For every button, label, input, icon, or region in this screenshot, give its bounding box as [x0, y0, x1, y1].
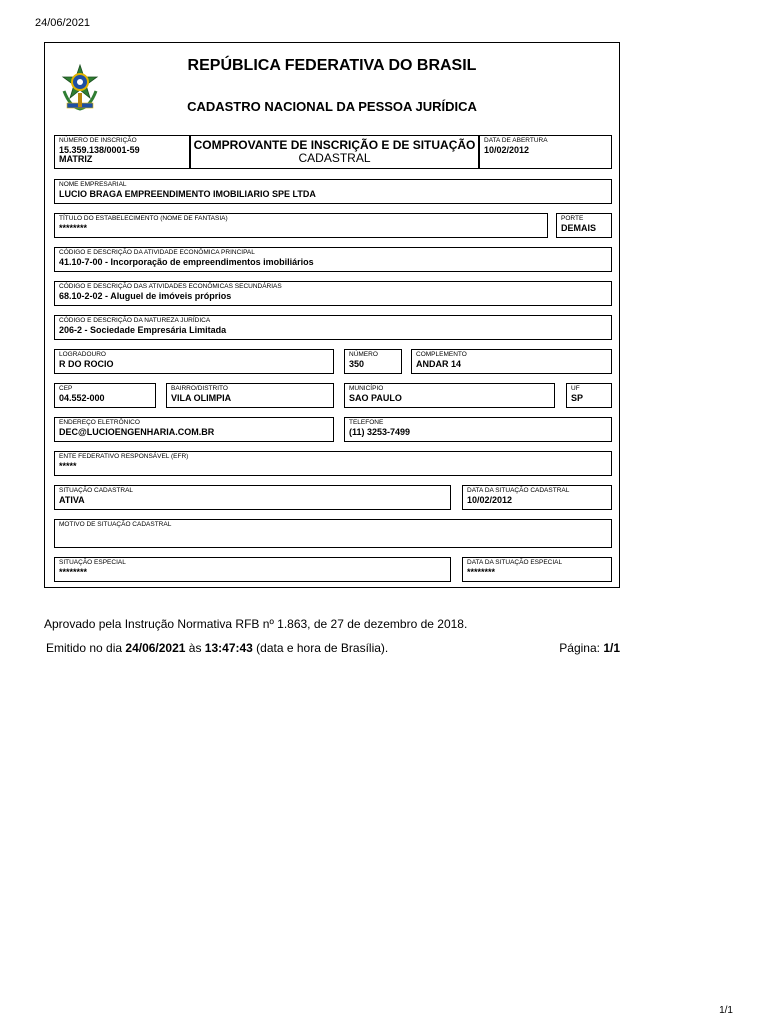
motivo-situacao-field [54, 519, 612, 548]
field-label: TELEFONE [349, 419, 384, 426]
field-value: 15.359.138/0001-59 [59, 145, 140, 155]
atividades-secundarias-field [54, 281, 612, 306]
field-label: TÍTULO DO ESTABELECIMENTO (NOME DE FANTASIA) [59, 215, 228, 222]
page-title: REPÚBLICA FEDERATIVA DO BRASIL [187, 57, 477, 74]
page-label: Página: [559, 641, 604, 655]
field-label: COMPLEMENTO [416, 351, 467, 358]
comprovante-line1: COMPROVANTE DE INSCRIÇÃO E DE SITUAÇÃO [193, 138, 476, 152]
field-value: 10/02/2012 [484, 145, 530, 155]
field-value: (11) 3253-7499 [349, 427, 411, 437]
numero-inscricao-field [54, 135, 190, 169]
field-value: ATIVA [59, 495, 85, 505]
municipio-field [344, 383, 555, 408]
comprovante-heading-box [190, 135, 479, 169]
page-value: 1/1 [603, 641, 620, 655]
efr-field [54, 451, 612, 476]
field-label: CÓDIGO E DESCRIÇÃO DA ATIVIDADE ECONÔMICA PRINCIPAL [59, 249, 255, 256]
field-label: SITUAÇÃO CADASTRAL [59, 487, 134, 494]
field-value: 206-2 - Sociedade Empresária Limitada [59, 325, 227, 335]
situacao-especial-field [54, 557, 451, 582]
field-label: DATA DA SITUAÇÃO CADASTRAL [467, 487, 570, 494]
field-value: 04.552-000 [59, 393, 105, 403]
field-value: ******** [59, 567, 88, 577]
field-value: ***** [59, 461, 77, 471]
field-label: ENDEREÇO ELETRÔNICO [59, 419, 140, 426]
field-label: NÚMERO [349, 351, 378, 358]
emission-mid: às [185, 641, 205, 655]
field-label: UF [571, 385, 580, 392]
field-value: 350 [349, 359, 365, 369]
field-label: CÓDIGO E DESCRIÇÃO DAS ATIVIDADES ECONÔMICAS SECUNDÁRIAS [59, 283, 282, 290]
porte-field [556, 213, 612, 238]
data-abertura-field [479, 135, 612, 169]
atividade-principal-field [54, 247, 612, 272]
emission-time: 13:47:43 [204, 641, 253, 655]
cep-field [54, 383, 156, 408]
field-label: DATA DE ABERTURA [484, 137, 548, 144]
numero-field [344, 349, 402, 374]
field-value: DEC@LUCIOENGENHARIA.COM.BR [59, 427, 215, 437]
field-label: MOTIVO DE SITUAÇÃO CADASTRAL [59, 521, 172, 528]
field-value: 68.10-2-02 - Aluguel de imóveis próprios [59, 291, 232, 301]
comprovante-heading [191, 139, 478, 165]
telefone-field [344, 417, 612, 442]
data-situacao-especial-field [462, 557, 612, 582]
field-label: BAIRRO/DISTRITO [171, 385, 228, 392]
field-label: NÚMERO DE INSCRIÇÃO [59, 137, 137, 144]
natureza-juridica-field [54, 315, 612, 340]
field-value: ******** [467, 567, 496, 577]
uf-field [566, 383, 612, 408]
field-label: ENTE FEDERATIVO RESPONSÁVEL (EFR) [59, 453, 189, 460]
field-value: VILA OLIMPIA [171, 393, 232, 403]
situacao-cadastral-field [54, 485, 451, 510]
field-label: PORTE [561, 215, 584, 222]
nome-empresarial-field [54, 179, 612, 204]
field-value: LUCIO BRAGA EMPREENDIMENTO IMOBILIARIO SPE LTDA [59, 189, 316, 199]
page-number: 1/1 [719, 1005, 733, 1016]
approval-note: Aprovado pela Instrução Normativa RFB nº 1.863, de 27 de dezembro de 2018. [44, 617, 468, 631]
field-value: R DO ROCIO [59, 359, 114, 369]
page-subtitle: CADASTRO NACIONAL DA PESSOA JURÍDICA [187, 99, 477, 114]
titulo-estabelecimento-field [54, 213, 548, 238]
field-label: NOME EMPRESARIAL [59, 181, 127, 188]
field-value: ANDAR 14 [416, 359, 462, 369]
field-label: MUNICÍPIO [349, 385, 384, 392]
print-date: 24/06/2021 [35, 17, 91, 29]
field-label: CEP [59, 385, 73, 392]
field-label: DATA DA SITUAÇÃO ESPECIAL [467, 559, 563, 566]
field-value-2: MATRIZ [59, 154, 93, 164]
emission-suffix: (data e hora de Brasília). [252, 641, 389, 655]
data-situacao-cadastral-field [462, 485, 612, 510]
emission-line [46, 641, 388, 655]
comprovante-line2: CADASTRAL [298, 151, 371, 165]
field-value: SAO PAULO [349, 393, 402, 403]
field-label: CÓDIGO E DESCRIÇÃO DA NATUREZA JURÍDICA [59, 317, 211, 324]
emission-date: 24/06/2021 [125, 641, 186, 655]
complemento-field [411, 349, 612, 374]
field-label: LOGRADOURO [59, 351, 106, 358]
page-indicator [500, 641, 620, 655]
email-field [54, 417, 334, 442]
field-value: SP [571, 393, 584, 403]
field-value: DEMAIS [561, 223, 597, 233]
logradouro-field [54, 349, 334, 374]
field-label: SITUAÇÃO ESPECIAL [59, 559, 126, 566]
field-value: 41.10-7-00 - Incorporação de empreendimentos imobiliários [59, 257, 314, 267]
field-value: 10/02/2012 [467, 495, 513, 505]
field-value: ******** [59, 223, 88, 233]
emission-prefix: Emitido no dia [46, 641, 126, 655]
bairro-field [166, 383, 334, 408]
